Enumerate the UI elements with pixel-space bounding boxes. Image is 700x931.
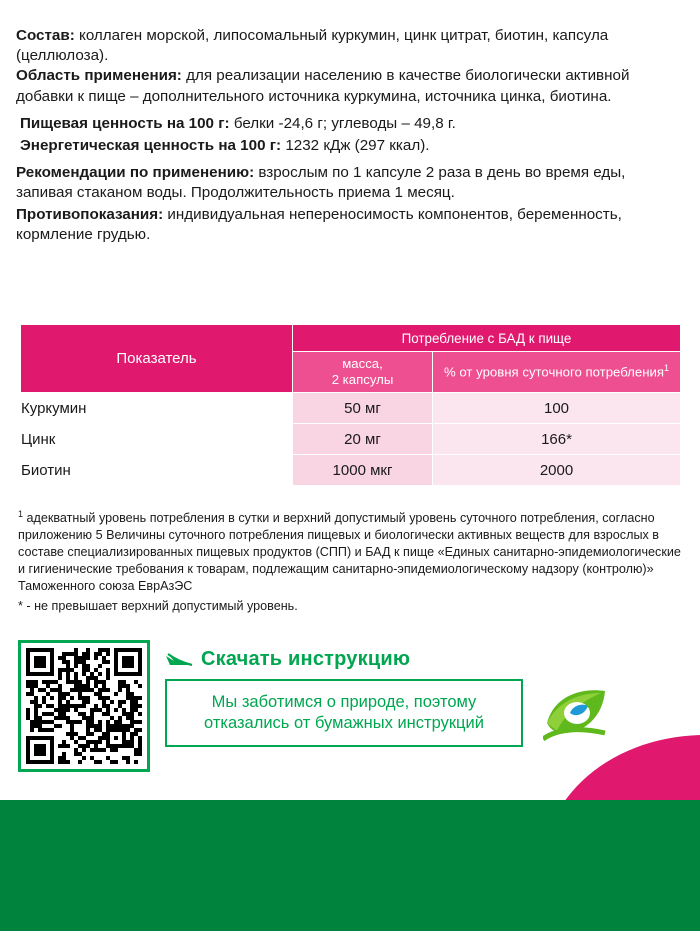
row-mass-biotin: 1000 мкг: [293, 455, 433, 486]
application-text: для реализации населению в качестве биологически активной добавки к пище – дополнительного источника куркумина, источника цинка, биотина.: [16, 67, 630, 105]
nutrition-facts-table-wrapper: [20, 324, 680, 486]
header-mass: [293, 352, 433, 393]
header-indicator: Показатель: [21, 325, 293, 393]
download-instruction-line[interactable]: [165, 648, 410, 671]
table-row: [21, 424, 681, 455]
nutritional-value-label: Пищевая ценность на 100 г:: [20, 114, 230, 132]
row-percent-zinc: 166*: [433, 424, 681, 455]
leaf-icon: [543, 683, 609, 741]
eco-message-line2: отказались от бумажных инструкций: [204, 714, 484, 732]
composition-label: Состав:: [16, 27, 75, 44]
usage-text: взрослым по 1 капсуле 2 раза в день во время еды, запивая стаканом воды. Продолжительность приема 1 месяц.: [16, 163, 626, 202]
header-group: Потребление с БАД к пище: [293, 325, 681, 352]
nutritional-value-text: белки -24,6 г; углеводы – 49,8 г.: [229, 114, 456, 132]
row-name-biotin: Биотин: [21, 455, 293, 486]
header-mass-line2: 2 капсулы: [331, 372, 394, 387]
composition-paragraph: [16, 26, 684, 66]
row-name-curcumin: Куркумин: [21, 393, 293, 424]
eco-message-line1: Мы заботимся о природе, поэтому: [211, 692, 477, 711]
footnote-main: [18, 508, 682, 595]
header-mass-line1: масса,: [342, 356, 383, 372]
energy-value-label: Энергетическая ценность на 100 г:: [20, 136, 282, 154]
header-percent-text: % от уровня суточного потребления: [444, 364, 664, 380]
contraindications-label: Противопоказания:: [16, 206, 164, 224]
energy-value-text: 1232 кДж (297 ккал).: [281, 136, 430, 154]
footnote-block: [18, 508, 682, 615]
header-percent: [433, 352, 681, 393]
row-percent-curcumin: 100: [433, 393, 681, 424]
usage-paragraph: [16, 163, 684, 203]
bottom-green-band: [0, 800, 700, 931]
footnote-marker: 1: [18, 509, 24, 519]
footnote-star-note: * - не превышает верхний допустимый уровень.: [18, 599, 298, 614]
table-row: [21, 393, 681, 424]
composition-text: коллаген морской, липосомальный куркумин, цинк цитрат, биотин, капсула (целлюлоза).: [16, 27, 609, 65]
row-name-zinc: Цинк: [21, 424, 293, 455]
nutrition-facts-table: [20, 324, 681, 486]
header-percent-superscript: 1: [664, 363, 670, 374]
row-mass-zinc: 20 мг: [293, 424, 433, 455]
energy-value-line: [20, 136, 684, 157]
table-header-row-1: [21, 325, 681, 352]
qr-code-box[interactable]: [18, 640, 150, 772]
arrow-left-icon: [165, 651, 193, 669]
qr-code-image[interactable]: [26, 648, 142, 764]
eco-message-text: [198, 692, 490, 735]
row-mass-curcumin: 50 мг: [293, 393, 433, 424]
download-instruction-label[interactable]: Скачать инструкцию: [201, 648, 411, 670]
usage-label: Рекомендации по применению:: [16, 163, 255, 181]
application-label: Область применения:: [16, 67, 182, 85]
info-text-block: [16, 26, 684, 247]
contraindications-text: индивидуальная непереносимость компонентов, беременность, кормление грудью.: [16, 206, 622, 244]
footnote-text: адекватный уровень потребления в сутки и верхний допустимый уровень суточного потребления, согласно приложению 5 Величины суточного потребления пищевых и биологически активных веществ для взрослых в составе специализированных пищевых продуктов (СПП) и БАД к пище «Единых санитарно-эпидемиологические и гигиенические требования к товарам, подлежащим санитарно-эпидемиологическому надзору (контролю)» Таможенного союза ЕврАзЭС: [18, 511, 681, 594]
table-row: [21, 455, 681, 486]
nutritional-value-line: [20, 114, 684, 135]
row-percent-biotin: 2000: [433, 455, 681, 486]
application-paragraph: [16, 66, 684, 106]
contraindications-paragraph: [16, 205, 684, 245]
